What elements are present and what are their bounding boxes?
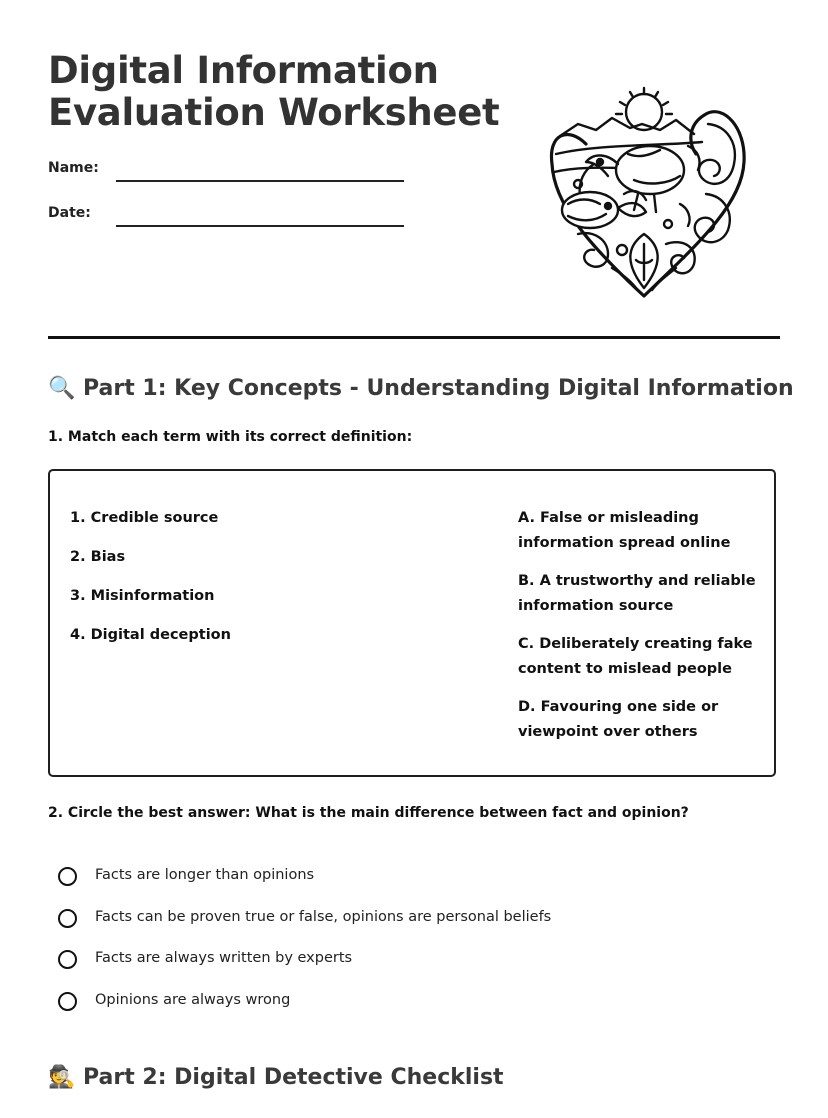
radio-circle[interactable] [58, 950, 77, 969]
part1-heading [48, 375, 794, 403]
name-label: Name: [48, 160, 99, 176]
term-item: 2. Bias [70, 549, 126, 565]
question-1: 1. Match each term with its correct definition: [48, 429, 413, 445]
radio-circle[interactable] [58, 867, 77, 886]
answer-option-label[interactable]: Facts are longer than opinions [95, 867, 315, 883]
section-divider [48, 336, 780, 339]
title-line-1: Digital Information [48, 49, 439, 92]
date-input-line[interactable] [116, 225, 404, 227]
decorative-emblem-illustration [538, 84, 754, 306]
definitions-list [518, 506, 758, 758]
part2-heading-text: Part 2: Digital Detective Checklist [83, 1065, 504, 1090]
worksheet-title [48, 50, 528, 134]
matching-box [48, 469, 776, 777]
answer-option-label[interactable]: Facts can be proven true or false, opinions are personal beliefs [95, 908, 552, 925]
magnifying-glass-icon: 🔍 [48, 376, 76, 401]
answer-option-label[interactable]: Opinions are always wrong [95, 991, 291, 1008]
definition-item: C. Deliberately creating fake content to mislead people [518, 636, 753, 677]
name-input-line[interactable] [116, 180, 404, 182]
term-item: 1. Credible source [70, 510, 219, 526]
definition-item: D. Favouring one side or viewpoint over others [518, 699, 719, 740]
answer-option-label[interactable]: Facts are always written by experts [95, 950, 353, 966]
date-label: Date: [48, 205, 91, 221]
part2-heading [48, 1064, 504, 1092]
definition-item: A. False or misleading information spread online [518, 510, 731, 551]
part1-heading-text: Part 1: Key Concepts - Understanding Digital Information [83, 376, 794, 401]
detective-icon: 🕵 [48, 1065, 76, 1090]
term-item: 4. Digital deception [70, 627, 231, 643]
radio-circle[interactable] [58, 992, 77, 1011]
question-2: 2. Circle the best answer: What is the main difference between fact and opinion? [48, 805, 689, 821]
definition-item: B. A trustworthy and reliable information source [518, 573, 756, 614]
title-line-2: Evaluation Worksheet [48, 91, 500, 134]
term-item: 3. Misinformation [70, 588, 215, 604]
radio-circle[interactable] [58, 909, 77, 928]
terms-list [70, 507, 231, 663]
